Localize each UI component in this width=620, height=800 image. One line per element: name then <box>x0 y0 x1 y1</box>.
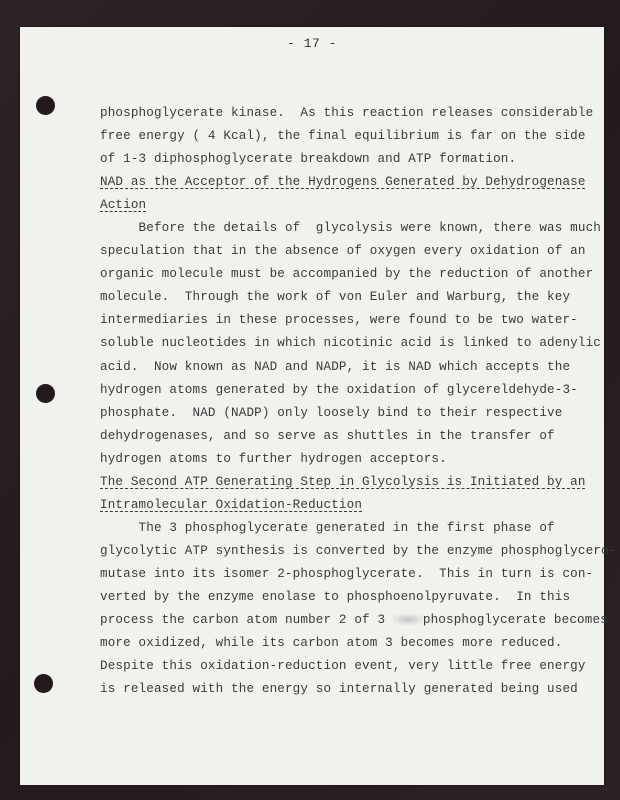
body-line: is released with the energy so internally generated being used <box>100 682 578 697</box>
document-body <box>100 102 617 701</box>
heading-text: NAD as the Acceptor of the Hydrogens Generated by Dehydrogenase <box>100 175 586 190</box>
erased-text-smudge <box>393 614 423 625</box>
section-heading-line <box>100 171 586 194</box>
section-heading-line <box>100 471 586 494</box>
body-line: hydrogen atoms to further hydrogen acceptors. <box>100 451 447 466</box>
heading-text: Action <box>100 198 147 213</box>
body-line: more oxidized, while its carbon atom 3 becomes more reduced. <box>100 636 563 651</box>
body-line: phosphoglycerate kinase. As this reaction releases considerable <box>100 106 594 120</box>
heading-text: Intramolecular Oxidation-Reduction <box>100 497 363 512</box>
body-line: hydrogen atoms generated by the oxidation of glycereldehyde-3- <box>100 382 578 397</box>
body-line: verted by the enzyme enolase to phosphoenolpyruvate. In this <box>100 589 571 604</box>
body-line: Before the details of glycolysis were known, there was much <box>100 221 601 236</box>
body-line: speculation that in the absence of oxygen every oxidation of an <box>100 244 586 259</box>
heading-text: The Second ATP Generating Step in Glycolysis is Initiated by an <box>100 474 586 489</box>
line-text-after: phosphoglycerate becomes <box>422 613 608 628</box>
body-line: intermediaries in these processes, were found to be two water- <box>100 313 578 328</box>
body-line: free energy ( 4 Kcal), the final equilibrium is far on the side <box>100 129 586 144</box>
body-line: acid. Now known as NAD and NADP, it is NAD which accepts the <box>100 359 571 374</box>
section-heading-line <box>100 494 570 517</box>
body-line <box>100 609 608 632</box>
punch-hole-bottom <box>34 674 53 693</box>
body-line: dehydrogenases, and so serve as shuttles in the transfer of <box>100 428 555 443</box>
page-number: - 17 - <box>287 36 337 51</box>
body-line: glycolytic ATP synthesis is converted by the enzyme phosphoglycero- <box>100 543 617 558</box>
body-line: The 3 phosphoglycerate generated in the first phase of <box>100 520 555 535</box>
document-page <box>20 27 617 785</box>
section-heading-line <box>100 194 570 217</box>
body-line: organic molecule must be accompanied by the reduction of another <box>100 267 594 282</box>
body-line: soluble nucleotides in which nicotinic acid is linked to adenylic <box>100 336 601 351</box>
line-text-before: process the carbon atom number 2 of 3 <box>100 613 393 628</box>
body-line: phosphate. NAD (NADP) only loosely bind to their respective <box>100 405 563 420</box>
punch-hole-top <box>36 96 55 115</box>
punch-hole-middle <box>36 384 55 403</box>
body-line: Despite this oxidation-reduction event, very little free energy <box>100 659 586 674</box>
body-line: mutase into its isomer 2-phosphoglycerate. This in turn is con- <box>100 566 594 581</box>
body-line: molecule. Through the work of von Euler and Warburg, the key <box>100 290 571 305</box>
body-line: of 1-3 diphosphoglycerate breakdown and ATP formation. <box>100 152 517 167</box>
